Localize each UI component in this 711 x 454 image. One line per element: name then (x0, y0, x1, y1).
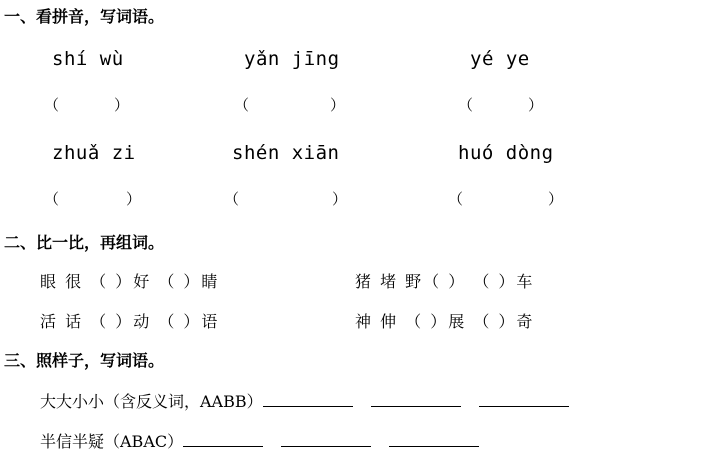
answer-blank[interactable] (389, 432, 479, 447)
answer-paren-open: （ (44, 96, 60, 114)
answer-paren-close: ） (126, 190, 142, 208)
pinyin-ye-ye: yé ye (470, 48, 530, 70)
answer-blank[interactable] (183, 432, 263, 447)
answer-paren-open: （ (458, 96, 474, 114)
section-1-heading: 一、看拼音，写词语。 (4, 7, 165, 26)
answer-blank[interactable] (263, 392, 353, 407)
compare-line-1b: 猪 堵 野（ ） （ ）车 (355, 272, 535, 291)
compare-line-1a: 眼 很 （ ）好 （ ）睛 (40, 272, 220, 291)
example-item-2-label: 半信半疑（ABAC） (40, 432, 184, 451)
compare-line-2a: 活 话 （ ）动 （ ）语 (40, 312, 220, 331)
pinyin-shi-wu: shí wù (52, 48, 124, 70)
answer-paren-close: ） (330, 96, 346, 114)
answer-paren-open: （ (44, 190, 60, 208)
answer-paren-close: ） (548, 190, 564, 208)
example-item-2 (40, 429, 479, 452)
section-3-heading: 三、照样子，写词语。 (4, 351, 165, 370)
example-item-1-label: 大大小小（含反义词，AABB） (40, 392, 263, 411)
compare-line-2b: 神 伸 （ ）展 （ ）奇 (355, 312, 535, 331)
answer-blank[interactable] (281, 432, 371, 447)
answer-paren-open: （ (448, 190, 464, 208)
answer-paren-close: ） (528, 96, 544, 114)
answer-blank[interactable] (371, 392, 461, 407)
example-item-1 (40, 389, 569, 412)
pinyin-shen-xian: shén xiān (232, 142, 340, 164)
pinyin-huo-dong: huó dòng (458, 142, 554, 164)
answer-blank[interactable] (479, 392, 569, 407)
answer-paren-open: （ (234, 96, 250, 114)
pinyin-zhua-zi: zhuǎ zi (52, 142, 136, 164)
answer-paren-close: ） (332, 190, 348, 208)
pinyin-yan-jing: yǎn jīng (244, 48, 340, 70)
answer-paren-open: （ (224, 190, 240, 208)
section-2-heading: 二、比一比，再组词。 (4, 233, 165, 252)
answer-paren-close: ） (114, 96, 130, 114)
